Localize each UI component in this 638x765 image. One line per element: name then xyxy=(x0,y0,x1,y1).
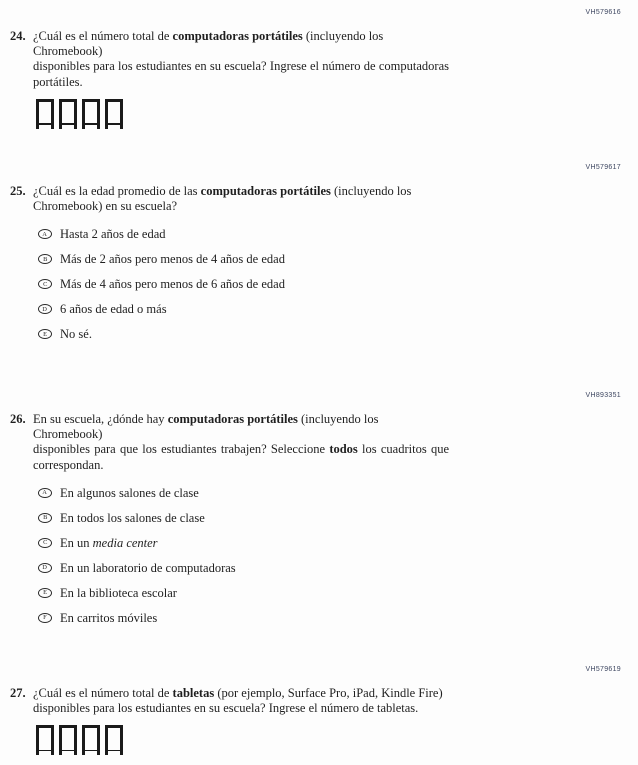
answer-bubble[interactable]: C xyxy=(38,538,52,548)
option-label: En carritos móviles xyxy=(60,610,158,625)
question-27-section xyxy=(0,666,638,755)
question-text xyxy=(33,184,449,214)
answer-bubble[interactable]: B xyxy=(38,513,52,523)
answer-bubble[interactable]: A xyxy=(38,229,52,239)
question-26-section xyxy=(0,392,638,637)
option-row xyxy=(38,487,638,499)
answer-options xyxy=(38,487,638,624)
option-row xyxy=(38,228,638,240)
question-line: disponibles para los estudiantes en su escuela? Ingrese el número de computadoras xyxy=(33,59,449,74)
option-row xyxy=(38,587,638,599)
question-number: 24. xyxy=(10,29,26,43)
option-row xyxy=(38,612,638,624)
item-code: VH893351 xyxy=(585,392,621,399)
question-line: ¿Cuál es la edad promedio de las computadoras portátiles (incluyendo los xyxy=(33,184,412,198)
answer-options xyxy=(38,228,638,340)
option-label: En la biblioteca escolar xyxy=(60,585,177,600)
option-label: En un laboratorio de computadoras xyxy=(60,560,236,575)
answer-bubble[interactable]: D xyxy=(38,563,52,573)
option-row xyxy=(38,328,638,340)
item-code: VH579616 xyxy=(585,9,621,16)
answer-bubble[interactable]: C xyxy=(38,279,52,289)
number-entry-boxes xyxy=(36,99,638,129)
question-number: 25. xyxy=(10,184,26,198)
digit-box[interactable] xyxy=(82,99,100,129)
option-label: En un media center xyxy=(60,535,158,550)
question-text xyxy=(33,29,449,90)
question-25-section xyxy=(0,164,638,353)
answer-bubble[interactable]: A xyxy=(38,488,52,498)
answer-bubble[interactable]: F xyxy=(38,613,52,623)
question-line: portátiles. xyxy=(33,74,83,89)
digit-box[interactable] xyxy=(59,725,77,755)
option-label: Más de 2 años pero menos de 4 años de edad xyxy=(60,252,285,267)
question-number: 26. xyxy=(10,412,26,426)
question-line: ¿Cuál es el número total de computadoras portátiles (incluyendo los Chromebook) xyxy=(33,29,384,59)
question-line: ¿Cuál es el número total de tabletas (por ejemplo, Surface Pro, iPad, Kindle Fire) xyxy=(33,686,443,700)
answer-bubble[interactable]: D xyxy=(38,304,52,314)
option-row xyxy=(38,537,638,549)
question-24-section xyxy=(0,9,638,129)
digit-box[interactable] xyxy=(105,725,123,755)
option-label: 6 años de edad o más xyxy=(60,302,167,317)
digit-box[interactable] xyxy=(59,99,77,129)
number-entry-boxes xyxy=(36,725,638,755)
question-line: En su escuela, ¿dónde hay computadoras portátiles (incluyendo los Chromebook) xyxy=(33,412,379,442)
answer-bubble[interactable]: E xyxy=(38,588,52,598)
item-code: VH579619 xyxy=(585,666,621,673)
option-label: En algunos salones de clase xyxy=(60,485,199,500)
option-label: No sé. xyxy=(60,327,92,342)
question-number: 27. xyxy=(10,686,26,700)
option-row xyxy=(38,253,638,265)
option-row xyxy=(38,562,638,574)
question-text xyxy=(33,412,449,473)
option-label: En todos los salones de clase xyxy=(60,510,205,525)
option-label: Hasta 2 años de edad xyxy=(60,227,166,242)
item-code: VH579617 xyxy=(585,164,621,171)
question-line: correspondan. xyxy=(33,457,104,472)
answer-bubble[interactable]: B xyxy=(38,254,52,264)
option-label: Más de 4 años pero menos de 6 años de edad xyxy=(60,277,285,292)
question-line: disponibles para los estudiantes en su escuela? Ingrese el número de tabletas. xyxy=(33,701,419,716)
option-row xyxy=(38,303,638,315)
digit-box[interactable] xyxy=(36,725,54,755)
option-row xyxy=(38,512,638,524)
question-text xyxy=(33,686,449,716)
digit-box[interactable] xyxy=(82,725,100,755)
question-line: disponibles para que los estudiantes trabajen? Seleccione todos los cuadritos que xyxy=(33,442,449,457)
answer-bubble[interactable]: E xyxy=(38,329,52,339)
digit-box[interactable] xyxy=(36,99,54,129)
digit-box[interactable] xyxy=(105,99,123,129)
option-row xyxy=(38,278,638,290)
question-line: Chromebook) en su escuela? xyxy=(33,199,178,214)
